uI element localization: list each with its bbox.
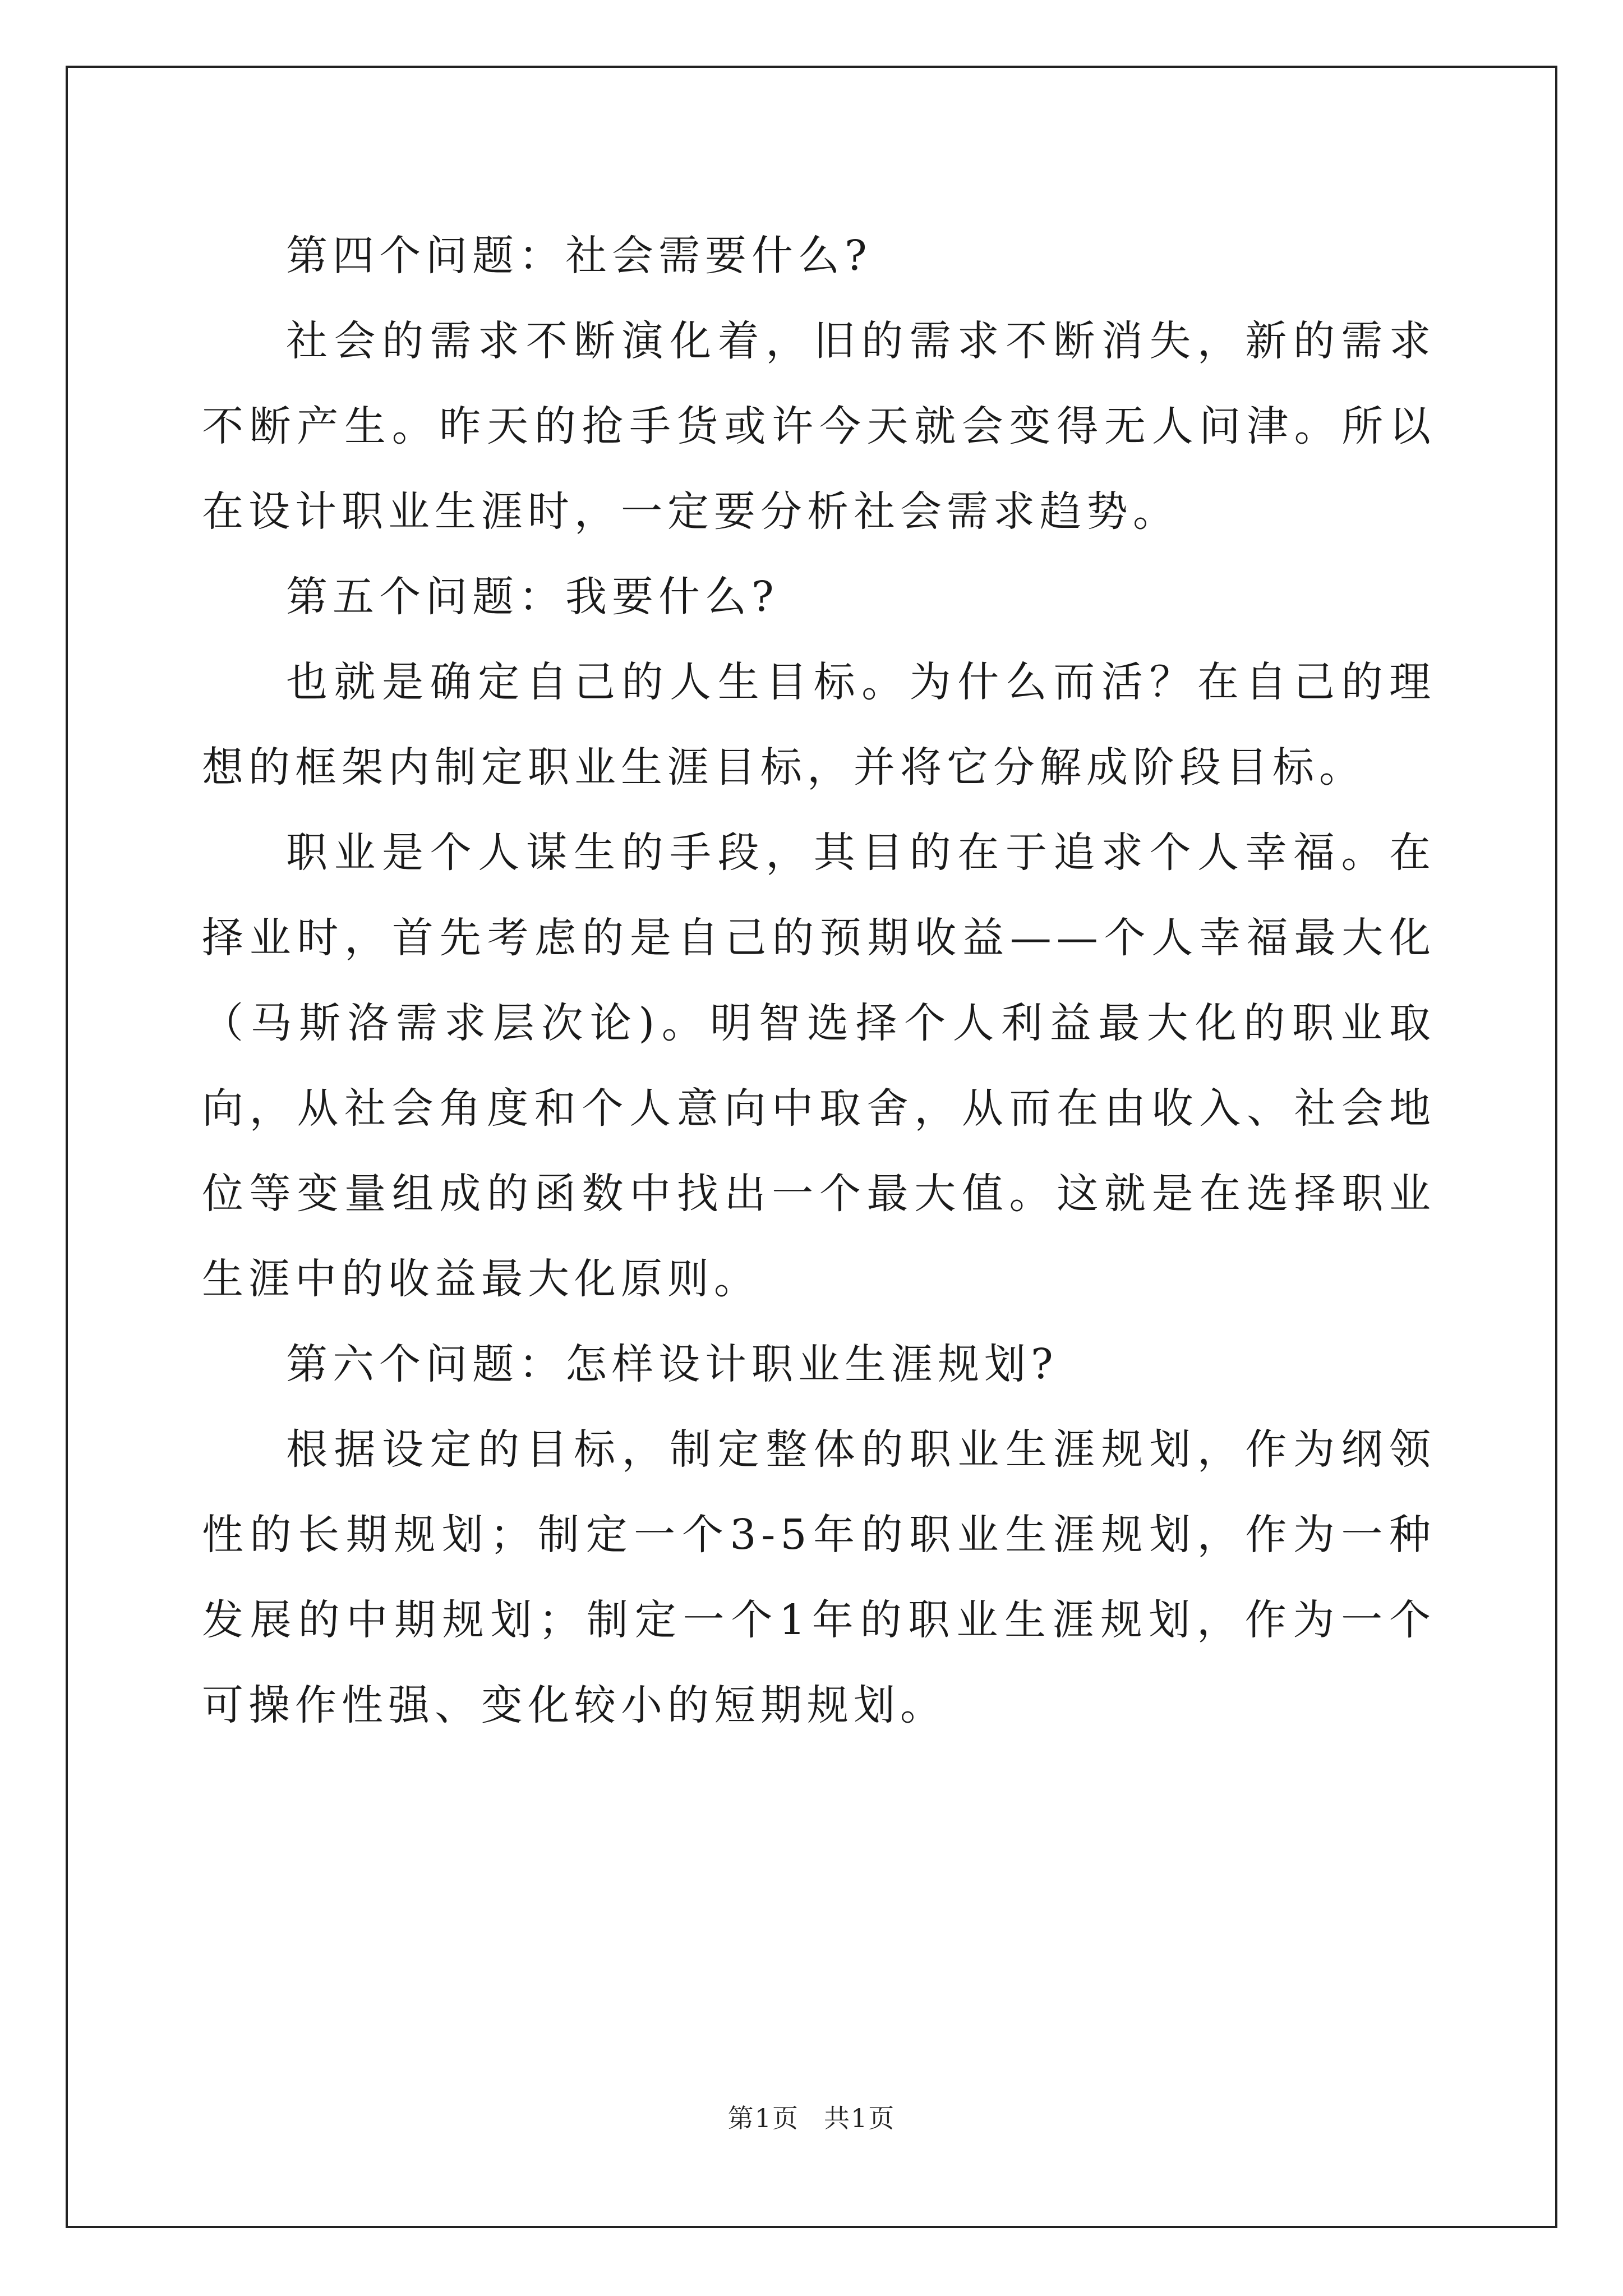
paragraph-career-plan: 根据设定的目标，制定整体的职业生涯规划，作为纲领性的长期规划；制定一个3-5年的职业生涯规划，作为一种发展的中期规划；制定一个1年的职业生涯规划，作为一个可操作性强、变化较小的短期规划。 <box>202 1425 1436 1729</box>
page-number-label: 第1页 <box>727 2103 799 2133</box>
heading-question-six: 第六个问题：怎样设计职业生涯规划? <box>286 1340 1058 1388</box>
heading-question-five: 第五个问题：我要什么? <box>286 573 779 621</box>
paragraph-life-goals: 也就是确定自己的人生目标。为什么而活？在自己的理想的框架内制定职业生涯目标，并将它分解成阶段目标。 <box>202 658 1436 792</box>
document-body <box>202 213 1436 1748</box>
page-footer <box>0 2098 1623 2135</box>
heading-question-four: 第四个问题：社会需要什么? <box>286 232 872 280</box>
page-total-label: 共1页 <box>824 2103 896 2133</box>
paragraph-social-needs: 社会的需求不断演化着，旧的需求不断消失，新的需求不断产生。昨天的抢手货或许今天就会变得无人问津。所以在设计职业生涯时，一定要分析社会需求趋势。 <box>202 317 1436 536</box>
paragraph-maximize-benefit: 职业是个人谋生的手段，其目的在于追求个人幸福。在择业时，首先考虑的是自己的预期收益——个人幸福最大化（马斯洛需求层次论)。明智选择个人利益最大化的职业取向，从社会角度和个人意向中取舍，从而在由收入、社会地位等变量组成的函数中找出一个最大值。这就是在选择职业生涯中的收益最大化原则。 <box>202 829 1436 1303</box>
